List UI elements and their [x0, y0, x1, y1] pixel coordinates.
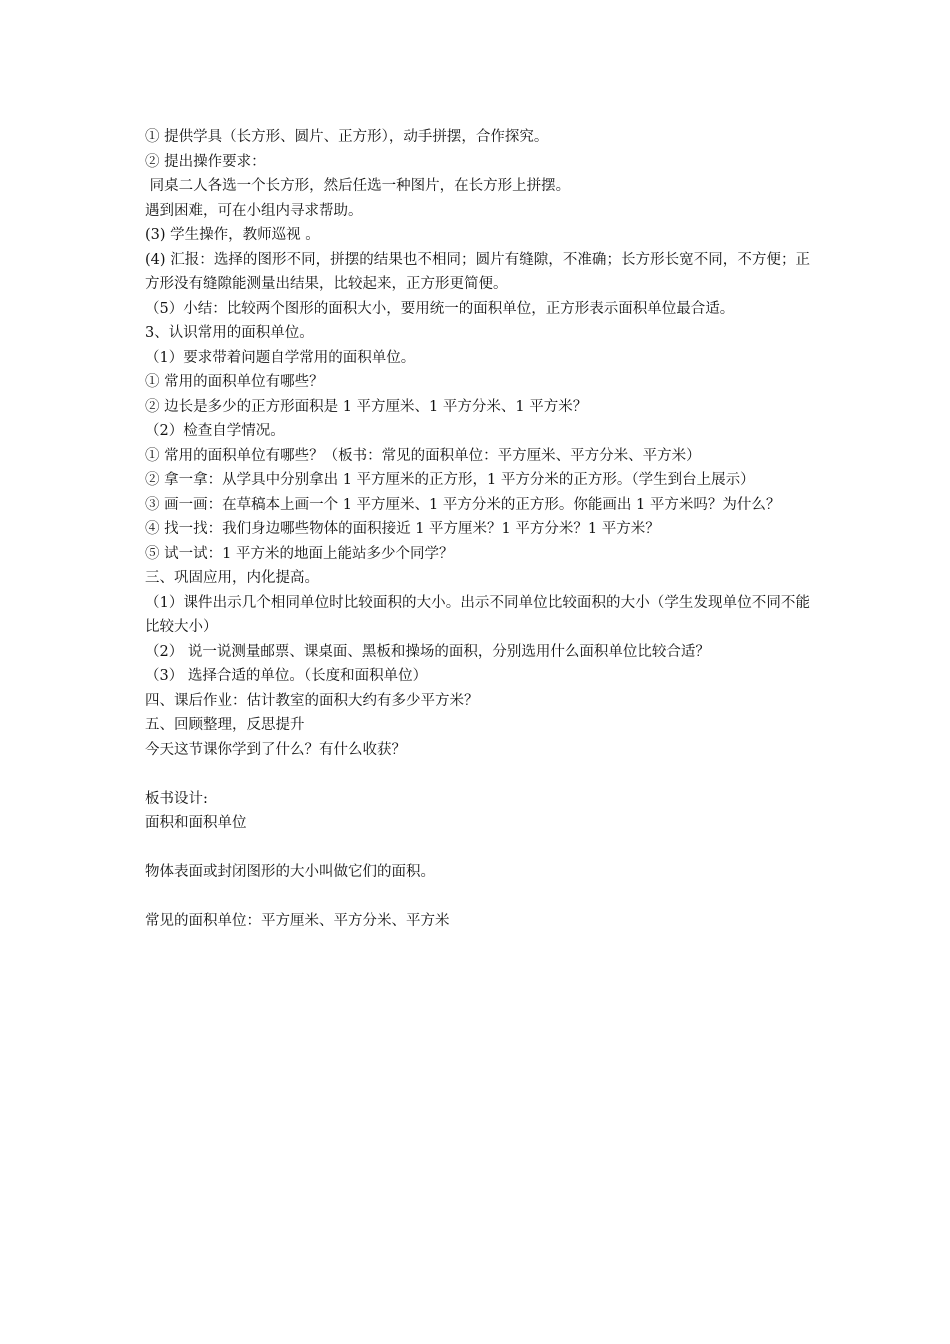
text-line: 同桌二人各选一个长方形，然后任选一种图片，在长方形上拼摆。 [145, 178, 571, 194]
text-paragraph: ③ 画一画：在草稿本上画一个 1 平方厘米、1 平方分米的正方形。你能画出 1 平方米吗？为什么？ [145, 496, 781, 513]
text-line: （5）小结：比较两个图形的面积大小，要用统一的面积单位，正方形表示面积单位最合适。 [145, 300, 735, 317]
text-line: （3） 选择合适的单位。（长度和面积单位） [145, 668, 428, 684]
blank-line [145, 885, 810, 910]
section-heading: 五、回顾整理，反思提升 [145, 717, 305, 733]
text-line: ① 常用的面积单位有哪些？ [145, 374, 324, 390]
text-paragraph: (4) 汇报：选择的图形不同，拼摆的结果也不相同；圆片有缝隙，不准确；长方形长宽不同，不方便；正方形没有缝隙能测量出结果，比较起来，正方形更简便。 [145, 251, 810, 292]
text-line: ① 提供学具（长方形、圆片、正方形），动手拼摆，合作探究。 [145, 129, 549, 145]
text-line: （2）检查自学情况。 [145, 423, 285, 439]
text-line: （1）要求带着问题自学常用的面积单位。 [145, 349, 416, 366]
board-definition: 物体表面或封闭图形的大小叫做它们的面积。 [145, 864, 435, 880]
text-line: ④ 找一找：我们身边哪些物体的面积接近 1 平方厘米？1 平方分米？1 平方米？ [145, 521, 660, 537]
board-design-heading: 板书设计: [145, 790, 208, 807]
text-paragraph: ② 拿一拿：从学具中分别拿出 1 平方厘米的正方形，1 平方分米的正方形。（学生到台上展示） [145, 472, 755, 488]
text-line: ② 边长是多少的正方形面积是 1 平方厘米、1 平方分米、1 平方米？ [145, 398, 588, 415]
section-heading: 3、认识常用的面积单位。 [145, 325, 314, 341]
text-line: 今天这节课你学到了什么？有什么收获？ [145, 741, 406, 758]
blank-line [145, 836, 810, 861]
document-page [145, 125, 810, 934]
text-line: （2） 说一说测量邮票、课桌面、黑板和操场的面积，分别选用什么面积单位比较合适？ [145, 643, 710, 660]
text-line: ② 提出操作要求： [145, 153, 266, 170]
text-line: 遇到困难，可在小组内寻求帮助。 [145, 202, 363, 219]
section-heading: 三、巩固应用，内化提高。 [145, 570, 319, 586]
section-heading: 四、课后作业：估计教室的面积大约有多少平方米？ [145, 692, 479, 709]
text-paragraph: （1）课件出示几个相同单位时比较面积的大小。出示不同单位比较面积的大小（学生发现单位不同不能比较大小） [145, 594, 810, 635]
text-line: (3) 学生操作，教师巡视 。 [145, 227, 320, 243]
text-line: ⑤ 试一试：1 平方米的地面上能站多少个同学？ [145, 545, 454, 562]
text-line: ① 常用的面积单位有哪些？（板书：常见的面积单位：平方厘米、平方分米、平方米） [145, 447, 701, 464]
blank-line [145, 762, 810, 787]
board-units: 常见的面积单位：平方厘米、平方分米、平方米 [145, 913, 450, 929]
board-design-title: 面积和面积单位 [145, 815, 247, 831]
